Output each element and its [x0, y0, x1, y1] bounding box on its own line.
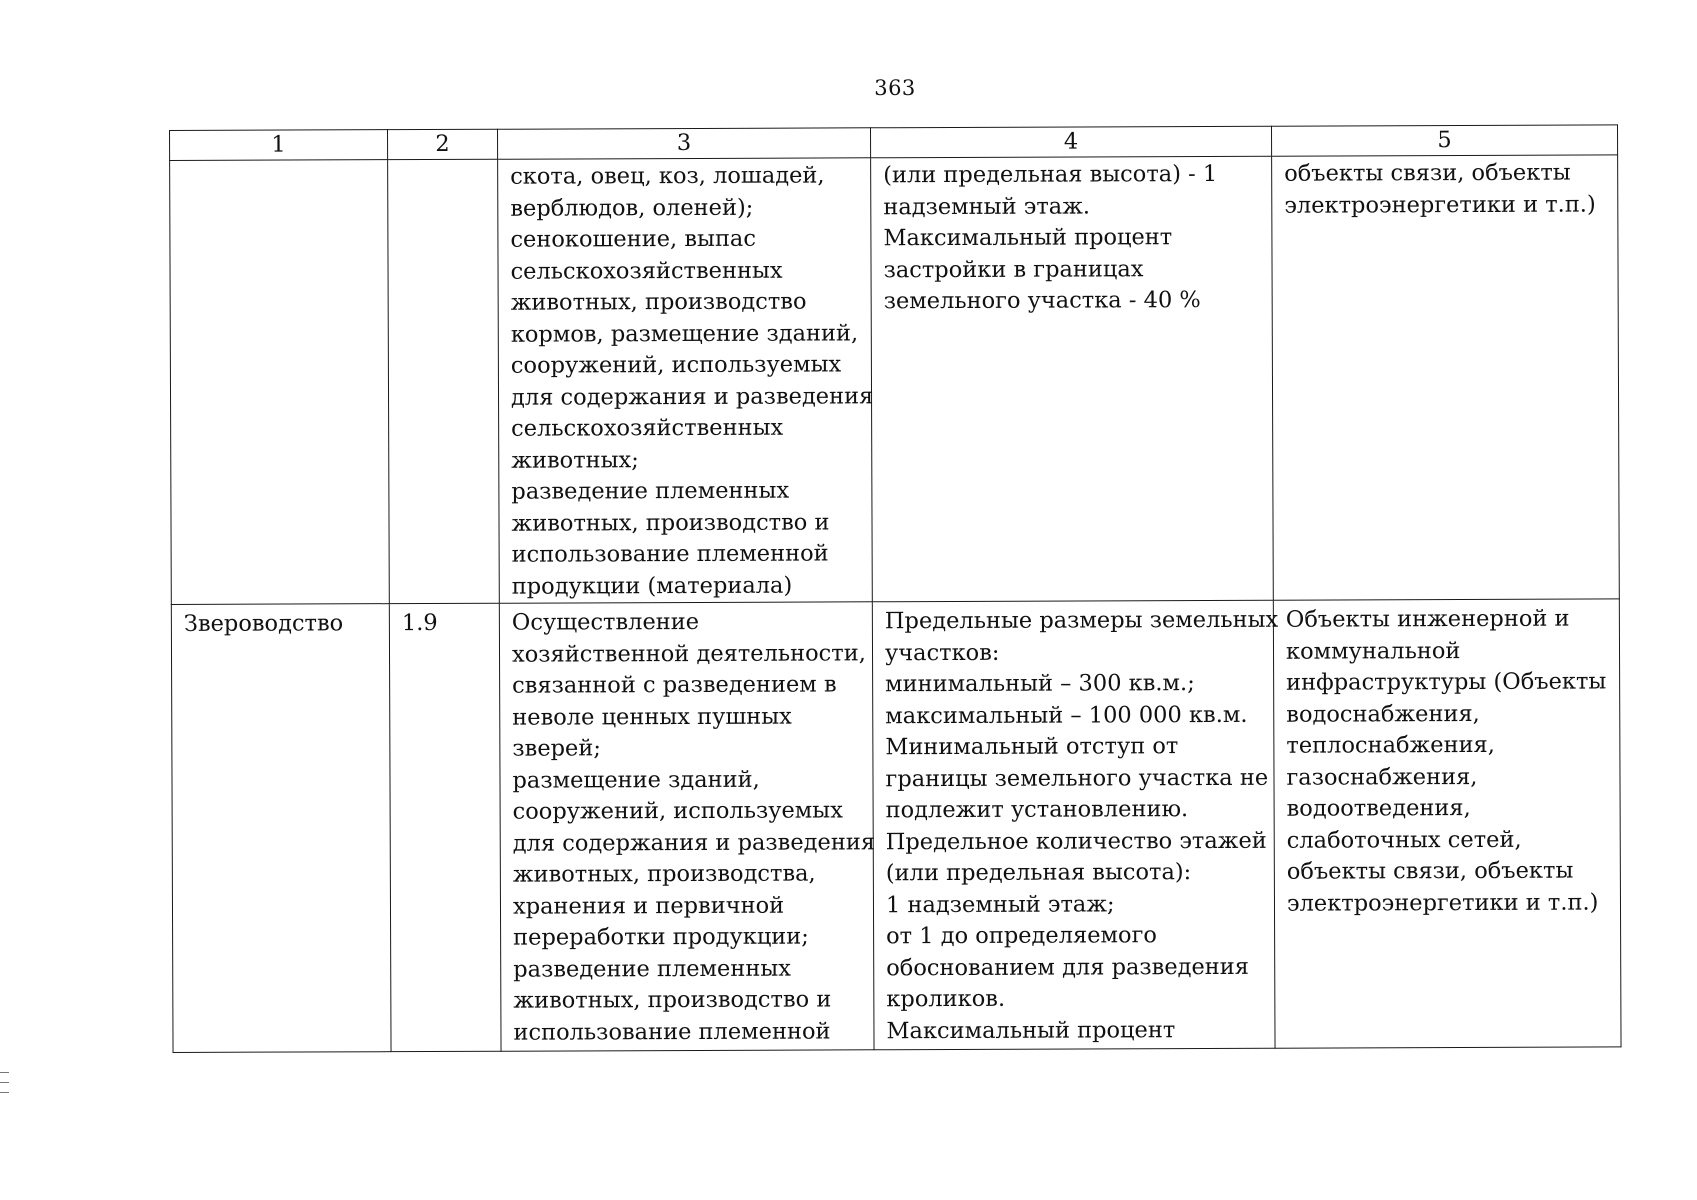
cell-text-line: Предельное количество этажей	[885, 827, 1267, 855]
column-header-5: 5	[1271, 125, 1617, 156]
land-use-code-cell: 1.9	[389, 603, 501, 1051]
cell-text-line: животных;	[511, 446, 639, 474]
cell-text-line: связанной с разведением в	[512, 671, 837, 699]
cell-text-line: разведение племенных	[511, 477, 790, 505]
cell-text-line: размещение зданий,	[512, 766, 760, 794]
cell-text-line: животных, производства,	[512, 860, 816, 888]
auxiliary-objects-cell	[1272, 155, 1620, 600]
cell-text-line: земельного участка - 40 %	[883, 287, 1201, 315]
cell-text-line: сенокошение, выпас	[510, 225, 756, 253]
cell-text-line: (или предельная высота):	[885, 859, 1192, 887]
cell-text-line: хозяйственной деятельности,	[511, 639, 866, 668]
cell-text-line: сельскохозяйственных	[511, 414, 784, 442]
cell-text-line: слаботочных сетей,	[1286, 826, 1522, 854]
cell-text-line: животных, производство и	[513, 986, 832, 1014]
land-use-name-cell: Звероводство	[171, 604, 391, 1053]
cell-text-line: водоснабжения,	[1286, 700, 1480, 728]
cell-text-line: объекты связи, объекты	[1286, 857, 1574, 885]
cell-text-line: сооружений, используемых	[510, 351, 842, 379]
land-use-code-cell	[388, 159, 500, 603]
cell-text-line: кормов, размещение зданий,	[510, 319, 859, 348]
cell-text-line: для содержания и разведения	[510, 382, 874, 411]
parameters-cell	[871, 156, 1274, 602]
cell-text-line: животных, производство	[510, 288, 807, 316]
cell-text-line: зверей;	[512, 735, 601, 762]
binding-margin-mark	[0, 1072, 9, 1102]
column-header-4: 4	[870, 126, 1271, 158]
cell-text-line: объекты связи, объекты	[1284, 159, 1571, 187]
column-header-1: 1	[170, 130, 388, 161]
cell-text-line: использование племенной	[511, 540, 829, 568]
land-use-table	[169, 124, 1622, 1053]
cell-text-line: электроэнергетики и т.п.)	[1286, 889, 1599, 917]
cell-text-line: кроликов.	[886, 985, 1006, 1013]
cell-text-line: животных, производство и	[511, 508, 830, 537]
cell-text-line: Объекты инженерной и	[1285, 605, 1570, 633]
cell-text-line: Максимальный процент	[883, 224, 1173, 252]
cell-text-line: Осуществление	[511, 608, 700, 636]
parameters-cell	[872, 600, 1279, 1050]
cell-text-line: Предельные размеры земельных	[884, 606, 1279, 635]
cell-text-line: подлежит установлению.	[885, 796, 1189, 824]
cell-text-line: водоотведения,	[1286, 795, 1471, 822]
cell-text-line: от 1 до определяемого	[886, 922, 1157, 950]
cell-text-line: (или предельная высота) - 1	[883, 160, 1218, 189]
description-cell	[499, 602, 874, 1051]
cell-text-line: застройки в границах	[883, 255, 1144, 283]
table-row	[170, 155, 1620, 605]
cell-text-line: электроэнергетики и т.п.)	[1284, 191, 1596, 219]
cell-text-line: надземный этаж.	[883, 192, 1091, 220]
cell-text-line: неволе ценных пушных	[512, 703, 792, 731]
cell-text-line: газоснабжения,	[1286, 763, 1478, 791]
cell-text-line: границы земельного участка не	[885, 764, 1269, 792]
cell-text-line: для содержания и разведения	[512, 828, 876, 857]
cell-text-line: сельскохозяйственных	[510, 257, 783, 285]
description-cell	[498, 158, 873, 603]
page-number: 363	[874, 76, 916, 100]
cell-text-line: переработки продукции;	[513, 923, 809, 951]
auxiliary-objects-cell	[1273, 599, 1621, 1048]
cell-text-line: инфраструктуры (Объекты	[1286, 668, 1607, 696]
column-header-3: 3	[497, 128, 870, 159]
cell-text-line: продукции (материала)	[511, 572, 793, 600]
cell-text-line: участков:	[884, 639, 1000, 666]
cell-text-line: коммунальной	[1285, 637, 1461, 665]
cell-text-line: Минимальный отступ от	[885, 733, 1179, 761]
cell-text-line: минимальный – 300 кв.м.;	[885, 670, 1195, 698]
cell-text-line: скота, овец, коз, лошадей,	[510, 162, 825, 190]
cell-text-line: теплоснабжения,	[1286, 731, 1495, 759]
cell-text-line: обоснованием для разведения	[886, 953, 1250, 981]
cell-text-line: хранения и первичной	[512, 892, 785, 920]
table-row	[171, 599, 1621, 1053]
cell-text-line: 1 надземный этаж;	[885, 890, 1115, 918]
cell-text-line: максимальный – 100 000 кв.м.	[885, 701, 1248, 729]
cell-text-line: Максимальный процент	[886, 1016, 1176, 1044]
cell-text-line: сооружений, используемых	[512, 797, 843, 825]
column-header-2: 2	[388, 129, 498, 159]
cell-text-line: разведение племенных	[513, 955, 791, 983]
cell-text-line: верблюдов, оленей);	[510, 194, 754, 222]
land-use-name-cell	[170, 160, 390, 605]
cell-text-line: использование племенной	[513, 1017, 831, 1046]
